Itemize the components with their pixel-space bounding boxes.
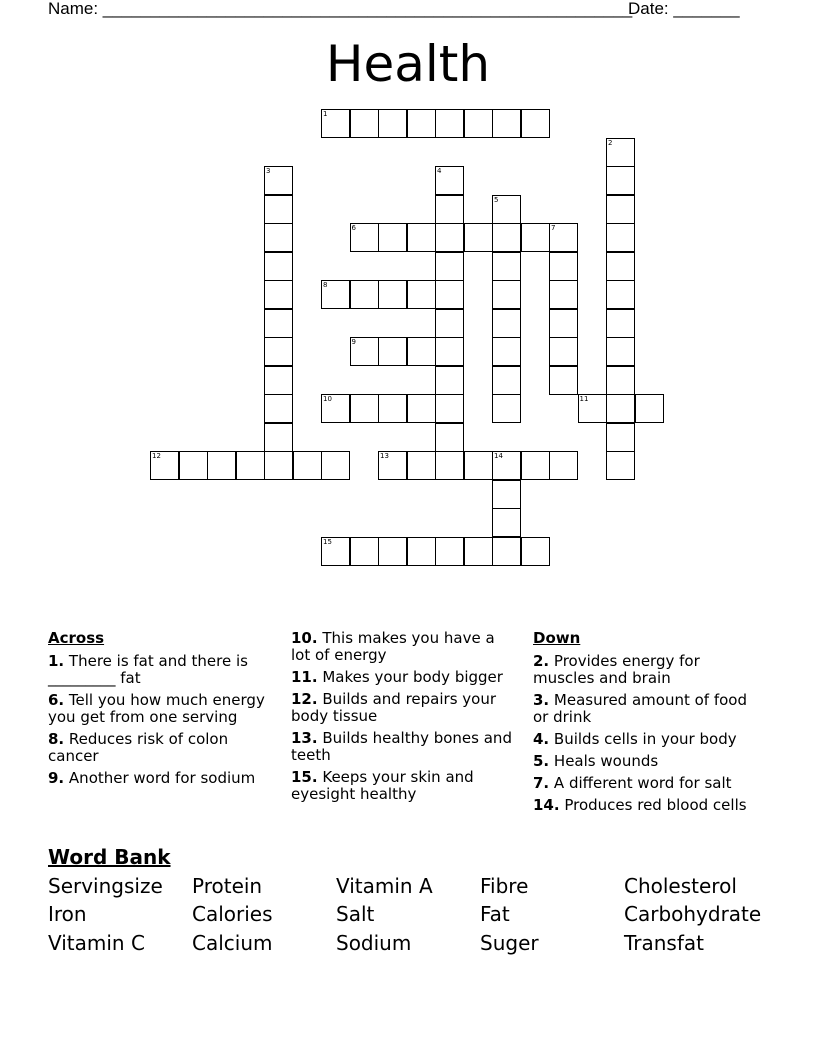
clue-text: Reduces risk of colon cancer [48, 730, 229, 765]
crossword-cell[interactable] [264, 166, 293, 195]
cell-number: 3 [266, 167, 271, 175]
crossword-cell[interactable] [407, 280, 436, 309]
clue-across-9 [48, 770, 273, 787]
crossword-cell[interactable] [407, 109, 436, 138]
crossword-cell[interactable] [492, 537, 521, 566]
crossword-cell[interactable] [435, 451, 464, 480]
word-bank-item: Vitamin A [336, 874, 433, 898]
crossword-cell[interactable] [492, 195, 521, 224]
crossword-cell[interactable] [492, 337, 521, 366]
crossword-cell[interactable] [521, 537, 550, 566]
crossword-cell[interactable] [606, 166, 635, 195]
crossword-cell[interactable] [492, 223, 521, 252]
crossword-cell[interactable] [264, 451, 293, 480]
cell-number: 2 [608, 138, 613, 147]
clue-across-10 [291, 630, 516, 664]
clue-across-15 [291, 769, 516, 803]
down-heading: Down [533, 629, 581, 647]
word-bank-item: Suger [480, 931, 539, 955]
crossword-cell[interactable] [464, 109, 493, 138]
clue-across-1 [48, 653, 273, 687]
word-bank-item: Calcium [192, 931, 273, 955]
crossword-cell[interactable] [549, 223, 578, 252]
cell-number: 14 [494, 452, 503, 460]
crossword-cell[interactable] [435, 280, 464, 309]
crossword-cell[interactable] [264, 195, 293, 224]
crossword-cell[interactable] [578, 394, 607, 423]
crossword-cell[interactable] [492, 451, 521, 480]
crossword-cell[interactable] [549, 280, 578, 309]
crossword-cell[interactable] [378, 109, 407, 138]
crossword-cell[interactable] [378, 280, 407, 309]
crossword-cell[interactable] [435, 423, 464, 452]
clue-number: 6. [48, 691, 65, 709]
crossword-cell[interactable] [407, 337, 436, 366]
cell-number: 12 [152, 452, 161, 460]
clue-number: 12. [291, 690, 318, 708]
cell-number: 4 [437, 167, 442, 175]
clue-down-3 [533, 692, 758, 726]
cell-number: 15 [323, 537, 332, 546]
clue-down-2 [533, 653, 758, 687]
clue-text: Keeps your skin and eyesight healthy [291, 768, 474, 803]
crossword-cell[interactable] [435, 537, 464, 566]
clues-column-2 [291, 630, 516, 808]
clue-number: 14. [533, 796, 560, 814]
clue-text: Makes your body bigger [322, 668, 503, 686]
clue-text: A different word for salt [553, 774, 732, 792]
crossword-cell[interactable] [435, 337, 464, 366]
clue-across-6 [48, 692, 273, 726]
cell-number: 7 [551, 224, 556, 232]
crossword-cell[interactable] [606, 394, 635, 423]
crossword-cell[interactable] [350, 337, 379, 366]
crossword-cell[interactable] [150, 451, 179, 480]
crossword-cell[interactable] [264, 337, 293, 366]
crossword-cell[interactable] [350, 394, 379, 423]
crossword-cell[interactable] [549, 366, 578, 395]
clue-text: Builds healthy bones and teeth [291, 729, 512, 764]
crossword-cell[interactable] [378, 223, 407, 252]
word-bank-item: Protein [192, 874, 263, 898]
crossword-cell[interactable] [492, 280, 521, 309]
crossword-cell[interactable] [407, 394, 436, 423]
crossword-cell[interactable] [549, 309, 578, 338]
crossword-cell[interactable] [435, 252, 464, 281]
crossword-cell[interactable] [464, 537, 493, 566]
crossword-cell[interactable] [236, 451, 265, 480]
clue-number: 1. [48, 652, 65, 670]
crossword-cell[interactable] [492, 109, 521, 138]
clue-number: 7. [533, 774, 550, 792]
crossword-cell[interactable] [407, 223, 436, 252]
crossword-cell[interactable] [264, 423, 293, 452]
word-bank-item: Fibre [480, 874, 529, 898]
clue-down-4 [533, 731, 758, 748]
date-field-label: Date: _______ [628, 0, 740, 18]
crossword-cell[interactable] [378, 451, 407, 480]
clue-down-7 [533, 775, 758, 792]
clue-number: 13. [291, 729, 318, 747]
clue-number: 15. [291, 768, 318, 786]
crossword-cell[interactable] [407, 537, 436, 566]
clue-text: Heals wounds [553, 752, 659, 770]
crossword-cell[interactable] [606, 252, 635, 281]
crossword-cell[interactable] [606, 280, 635, 309]
crossword-cell[interactable] [264, 394, 293, 423]
cell-number: 13 [380, 452, 389, 460]
word-bank-item: Servingsize [48, 874, 163, 898]
crossword-cell[interactable] [264, 309, 293, 338]
clue-number: 9. [48, 769, 65, 787]
cell-number: 11 [579, 395, 589, 403]
word-bank-title: Word Bank [48, 845, 171, 869]
crossword-cell[interactable] [606, 366, 635, 395]
crossword-cell[interactable] [549, 451, 578, 480]
clue-text: Produces red blood cells [564, 796, 747, 814]
cell-number: 5 [494, 195, 499, 204]
crossword-cell[interactable] [264, 366, 293, 395]
crossword-cell[interactable] [435, 195, 464, 224]
word-bank-item: Calories [192, 902, 273, 926]
crossword-cell[interactable] [350, 223, 379, 252]
clue-number: 5. [533, 752, 550, 770]
crossword-cell[interactable] [435, 394, 464, 423]
crossword-cell[interactable] [435, 366, 464, 395]
clue-text: This makes you have a lot of energy [291, 629, 495, 664]
crossword-cell[interactable] [321, 109, 350, 138]
word-bank-item: Iron [48, 902, 87, 926]
crossword-cell[interactable] [464, 223, 493, 252]
crossword-cell[interactable] [378, 337, 407, 366]
crossword-cell[interactable] [207, 451, 236, 480]
clue-number: 4. [533, 730, 550, 748]
crossword-cell[interactable] [350, 537, 379, 566]
crossword-cell[interactable] [492, 252, 521, 281]
crossword-cell[interactable] [464, 451, 493, 480]
clue-text: Measured amount of food or drink [533, 691, 747, 726]
crossword-cell[interactable] [264, 252, 293, 281]
cell-number: 1 [323, 110, 328, 118]
crossword-cell[interactable] [321, 451, 350, 480]
clue-text: Builds and repairs your body tissue [291, 690, 497, 725]
crossword-cell[interactable] [435, 309, 464, 338]
crossword-cell[interactable] [549, 252, 578, 281]
word-bank-item: Transfat [624, 931, 704, 955]
clue-across-12 [291, 691, 516, 725]
crossword-cell[interactable] [378, 394, 407, 423]
cell-number: 9 [351, 338, 356, 346]
clue-down-14 [533, 797, 758, 814]
crossword-cell[interactable] [635, 394, 664, 423]
crossword-cell[interactable] [606, 423, 635, 452]
word-bank-item: Sodium [336, 931, 412, 955]
clues-column-3 [533, 630, 758, 819]
clue-number: 3. [533, 691, 550, 709]
clue-number: 8. [48, 730, 65, 748]
crossword-cell[interactable] [378, 537, 407, 566]
clue-text: Tell you how much energy you get from one serving [48, 691, 265, 726]
word-bank-item: Fat [480, 902, 510, 926]
clue-text: There is fat and there is _________ fat [48, 652, 248, 687]
crossword-cell[interactable] [606, 451, 635, 480]
crossword-cell[interactable] [321, 280, 350, 309]
clue-number: 11. [291, 668, 318, 686]
crossword-cell[interactable] [435, 166, 464, 195]
clue-text: Provides energy for muscles and brain [533, 652, 700, 687]
cell-number: 10 [323, 395, 332, 403]
word-bank-item: Vitamin C [48, 931, 145, 955]
crossword-cell[interactable] [179, 451, 208, 480]
clue-across-8 [48, 731, 273, 765]
word-bank-item: Carbohydrate [624, 902, 762, 926]
clue-across-13 [291, 730, 516, 764]
cell-number: 8 [323, 281, 328, 289]
crossword-cell[interactable] [492, 394, 521, 423]
crossword-cell[interactable] [321, 537, 350, 566]
clue-number: 2. [533, 652, 550, 670]
crossword-cell[interactable] [435, 223, 464, 252]
across-heading: Across [48, 629, 105, 647]
clue-number: 10. [291, 629, 318, 647]
clue-across-11 [291, 669, 516, 686]
crossword-cell[interactable] [264, 223, 293, 252]
crossword-cell[interactable] [606, 223, 635, 252]
crossword-cell[interactable] [521, 223, 550, 252]
crossword-cell[interactable] [435, 109, 464, 138]
crossword-cell[interactable] [492, 480, 521, 509]
clue-text: Builds cells in your body [553, 730, 737, 748]
crossword-cell[interactable] [350, 109, 379, 138]
crossword-cell[interactable] [606, 138, 635, 167]
crossword-cell[interactable] [606, 337, 635, 366]
puzzle-title: Health [325, 35, 491, 93]
name-field-label: Name: ________________________________________________________ [48, 0, 633, 18]
crossword-cell[interactable] [606, 195, 635, 224]
cell-number: 6 [351, 224, 356, 232]
crossword-cell[interactable] [521, 451, 550, 480]
crossword-cell[interactable] [264, 280, 293, 309]
crossword-cell[interactable] [321, 394, 350, 423]
crossword-cell[interactable] [407, 451, 436, 480]
crossword-cell[interactable] [492, 508, 521, 537]
clue-down-5 [533, 753, 758, 770]
crossword-cell[interactable] [293, 451, 322, 480]
crossword-cell[interactable] [549, 337, 578, 366]
word-bank-item: Salt [336, 902, 375, 926]
crossword-cell[interactable] [350, 280, 379, 309]
crossword-cell[interactable] [606, 309, 635, 338]
word-bank-item: Cholesterol [624, 874, 737, 898]
clues-column-1 [48, 630, 273, 792]
crossword-cell[interactable] [521, 109, 550, 138]
clue-text: Another word for sodium [68, 769, 256, 787]
crossword-cell[interactable] [492, 366, 521, 395]
crossword-cell[interactable] [492, 309, 521, 338]
